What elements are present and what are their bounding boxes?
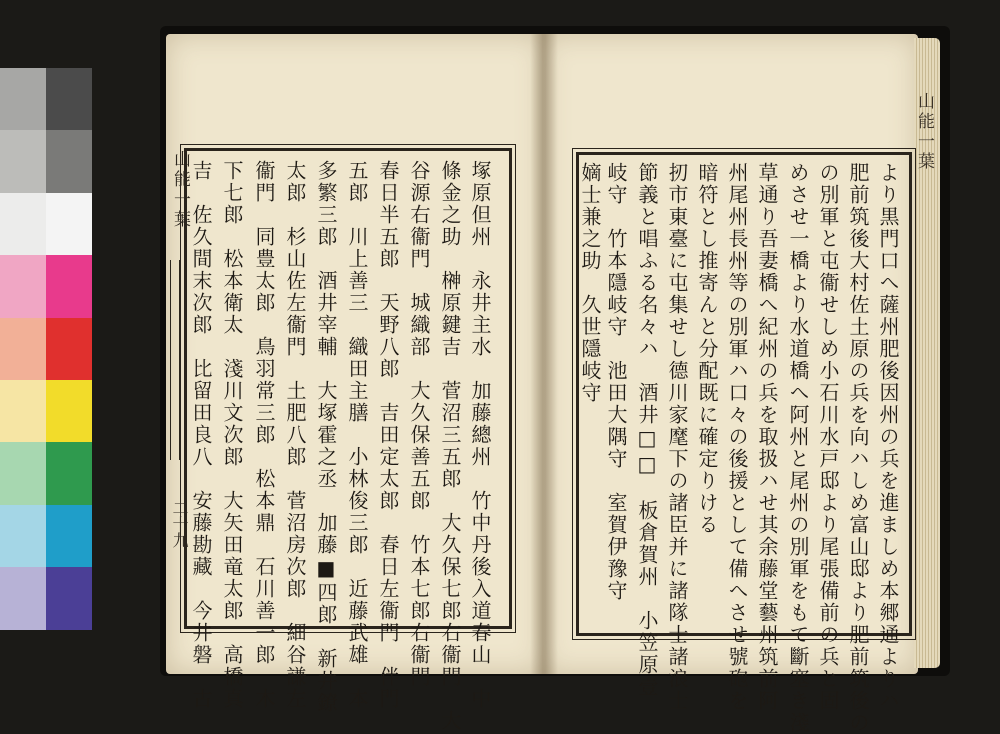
color-swatch — [46, 193, 92, 255]
right-margin-title: 山能一葉 — [914, 92, 934, 172]
left-text-column: 春日半五郎 天野八郎 吉田定太郎 春日左衞門 伴門 — [376, 160, 400, 710]
color-swatch — [46, 380, 92, 442]
left-margin-title: 山能一葉 — [170, 150, 190, 230]
left-text-column: 下七郎 松本衛太 淺川文次郎 大矢田竜太郎 高橋真 — [220, 160, 244, 710]
right-text-column: 節義と唱ふる名々ハ 酒井□□ 板倉賀州 小笠原壹 — [635, 162, 659, 698]
left-text-column: 太郎 杉山佐左衞門 土肥八郎 菅沼房次郎 細谷謙左 — [283, 160, 307, 710]
color-swatch — [0, 442, 46, 504]
right-text-column: 肥前筑後大村佐土原の兵を向ハしめ富山邸より肥前筑後の — [846, 162, 870, 734]
left-text-column: 衞門 同豊太郎 鳥羽常三郎 松本鼎 石川善一郎 木 — [252, 160, 276, 710]
color-swatch — [46, 130, 92, 192]
color-calibration-chart — [0, 68, 92, 630]
color-swatch — [46, 68, 92, 130]
left-folio-number: 二十九 — [170, 500, 189, 548]
color-swatch — [0, 567, 46, 629]
color-swatch — [0, 255, 46, 317]
color-swatch — [0, 193, 46, 255]
right-text-column: 草通り吾妻橋へ紀州の兵を取扱ハせ其余藤堂藝州筑前阿 — [755, 162, 779, 712]
left-text-column: 多繁三郎 酒井宰輔 大塚霍之丞 加藤■四郎 新井鐐 — [314, 160, 338, 714]
color-swatch — [46, 442, 92, 504]
color-swatch — [0, 380, 46, 442]
color-swatch — [0, 318, 46, 380]
left-text-column: 五郎 川上善三 織田主膳 小林俊三郎 近藤武雄 本 — [345, 160, 369, 710]
color-swatch — [46, 505, 92, 567]
left-text-column: 谷源右衞門 城織部 大久保善五郎 竹本七郎右衞門 — [407, 160, 431, 688]
color-swatch — [46, 567, 92, 629]
color-swatch — [46, 255, 92, 317]
right-text-column: 扨市東臺に屯集せし德川家麾下の諸臣并に諸隊士諸浪士 — [665, 162, 689, 712]
color-swatch — [46, 318, 92, 380]
right-text-column: 暗符とし推寄んと分配既に確定りける — [695, 162, 719, 536]
left-text-column: 條金之助 榊原鍵吉 菅沼三五郎 大久保七郎右衞門 大 — [438, 160, 462, 732]
color-swatch — [0, 505, 46, 567]
right-text-column: めさせ一橋より水道橋へ阿州と尾州の別軍をもて斷塞き淺 — [786, 162, 810, 734]
right-text-column: 岐守 竹本隱岐守 池田大隅守 室賀伊豫守 — [604, 162, 628, 602]
book-gutter — [530, 34, 558, 674]
right-text-column: 嫡士兼之助 久世隱岐守 — [578, 162, 602, 404]
left-text-column: 吉 佐久間末次郎 比留田良八 安藤勘藏 今井磐 古 — [189, 160, 213, 710]
right-text-column: より黒門口へ薩州肥後因州の兵を進ましめ本郷通よりハ — [876, 162, 900, 712]
right-text-column: 州尾州長州等の別軍ハ口々の後援として備へさせ號砲を — [725, 162, 749, 712]
right-text-column: の別軍と屯衞せしめ小石川水戸邸より尾張備前の兵と固 — [816, 162, 840, 712]
color-swatch — [0, 130, 46, 192]
binding-band — [170, 260, 180, 460]
left-text-column: 塚原但州 永井主水 加藤總州 竹中丹後入道春山 中 — [468, 160, 492, 710]
color-swatch — [0, 68, 46, 130]
